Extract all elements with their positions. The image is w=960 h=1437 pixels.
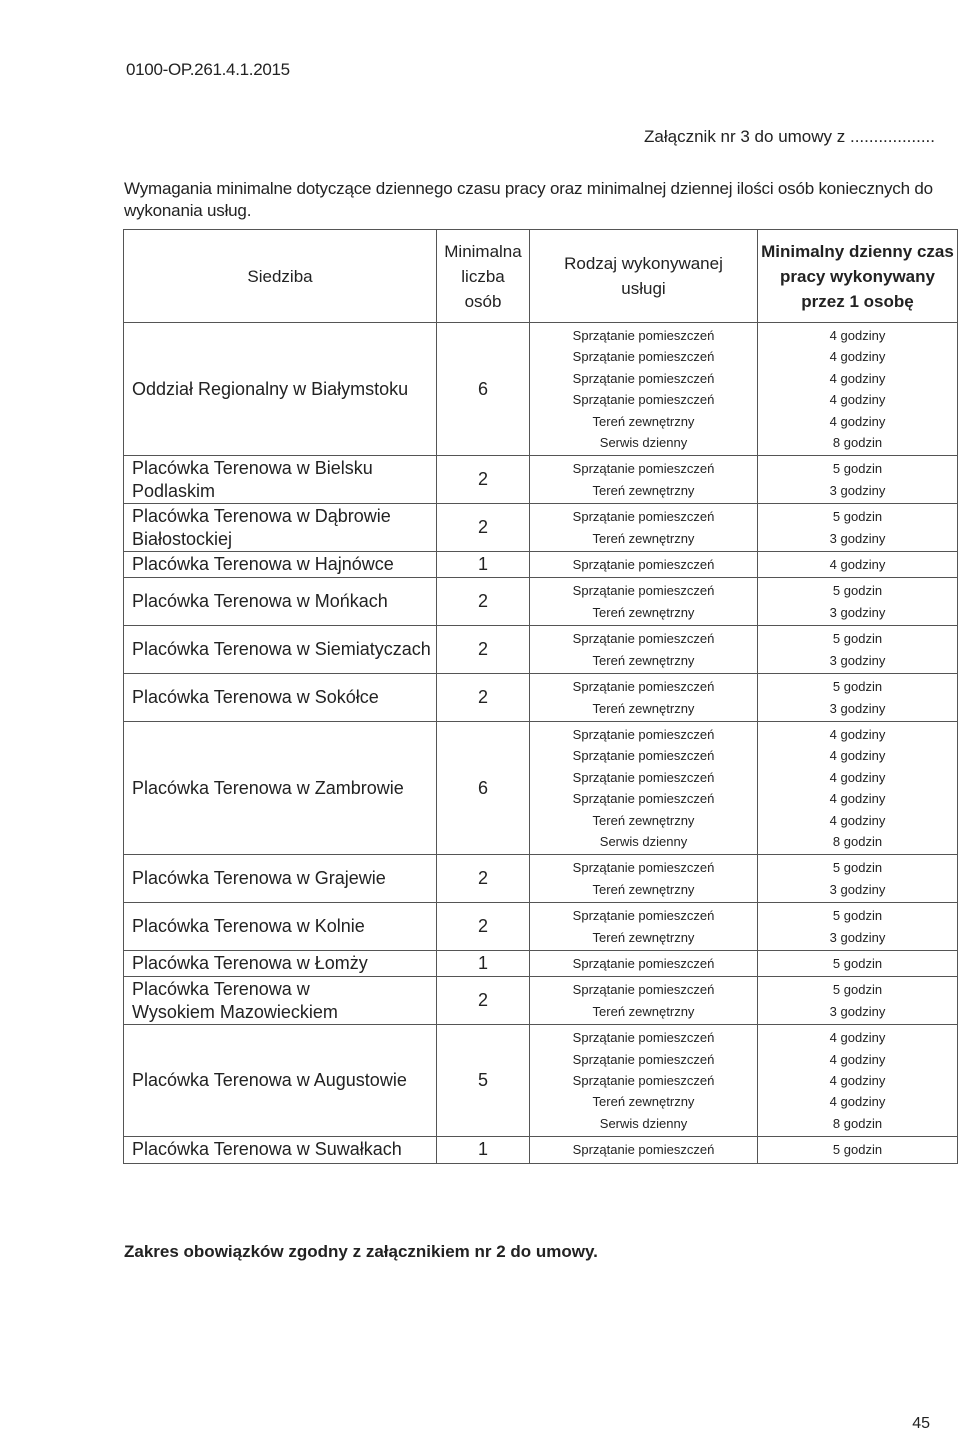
table-row bbox=[124, 903, 958, 951]
service-cell bbox=[530, 504, 758, 552]
service-item: Sprzątanie pomieszczeń bbox=[572, 349, 715, 365]
time-item: 4 godziny bbox=[829, 413, 886, 429]
time-item: 4 godziny bbox=[829, 349, 886, 365]
header-min-time: Minimalny dzienny czas pracy wykonywany przez 1 osobę bbox=[758, 230, 958, 323]
table-row bbox=[124, 504, 958, 552]
service-item: Sprzątanie pomieszczeń bbox=[572, 1073, 715, 1088]
time-item: 4 godziny bbox=[829, 328, 886, 343]
service-item: Sprzątanie pomieszczeń bbox=[572, 392, 715, 408]
time-cell bbox=[758, 504, 958, 552]
service-item: Serwis dzienny bbox=[599, 833, 688, 849]
service-item: Sprzątanie pomieszczeń bbox=[572, 860, 715, 876]
table-row bbox=[124, 977, 958, 1025]
time-item: 3 godziny bbox=[829, 482, 886, 498]
time-item: 4 godziny bbox=[829, 726, 886, 742]
time-cell bbox=[758, 626, 958, 674]
table-row bbox=[124, 1137, 958, 1163]
site-cell bbox=[124, 674, 437, 722]
min-count-cell: 2 bbox=[437, 578, 530, 626]
time-item: 5 godzin bbox=[832, 955, 883, 971]
site-name-line: Placówka Terenowa w bbox=[132, 978, 310, 999]
service-item: Tereń zewnętrzny bbox=[592, 1094, 695, 1110]
table-row bbox=[124, 855, 958, 903]
service-cell bbox=[530, 1137, 758, 1163]
site-cell bbox=[124, 721, 437, 854]
site-name-line: Placówka Terenowa w Sokółce bbox=[132, 687, 379, 707]
table-row bbox=[124, 721, 958, 854]
time-cell bbox=[758, 950, 958, 976]
time-item: 4 godziny bbox=[829, 769, 886, 785]
time-cell bbox=[758, 323, 958, 456]
site-name-line: Placówka Terenowa w Siemiatyczach bbox=[132, 639, 431, 660]
service-item: Sprzątanie pomieszczeń bbox=[572, 679, 715, 695]
time-cell bbox=[758, 552, 958, 578]
service-cell bbox=[530, 552, 758, 578]
service-cell bbox=[530, 626, 758, 674]
service-item: Serwis dzienny bbox=[599, 1115, 688, 1131]
time-cell bbox=[758, 1025, 958, 1137]
min-count-cell: 5 bbox=[437, 1025, 530, 1137]
time-item: 3 godziny bbox=[829, 881, 886, 897]
site-name-line: Podlaskim bbox=[132, 480, 216, 501]
service-item: Sprzątanie pomieszczeń bbox=[572, 509, 715, 525]
time-item: 3 godziny bbox=[829, 530, 886, 546]
service-item: Tereń zewnętrzny bbox=[592, 482, 695, 498]
time-cell bbox=[758, 456, 958, 504]
time-cell bbox=[758, 903, 958, 951]
service-item: Sprzątanie pomieszczeń bbox=[572, 461, 715, 477]
service-item: Sprzątanie pomieszczeń bbox=[572, 1142, 715, 1158]
table-row bbox=[124, 626, 958, 674]
min-count-cell: 2 bbox=[437, 977, 530, 1025]
site-name-line: Placówka Terenowa w Zambrowie bbox=[132, 777, 404, 798]
min-count-cell: 1 bbox=[437, 552, 530, 578]
service-cell bbox=[530, 903, 758, 951]
service-cell bbox=[530, 456, 758, 504]
site-cell bbox=[124, 323, 437, 456]
service-cell bbox=[530, 721, 758, 854]
service-item: Sprzątanie pomieszczeń bbox=[572, 955, 715, 971]
time-item: 8 godzin bbox=[832, 1115, 883, 1131]
annex-label: Załącznik nr 3 do umowy z .................. bbox=[644, 127, 935, 146]
site-cell bbox=[124, 456, 437, 504]
intro-paragraph: Wymagania minimalne dotyczące dziennego czasu pracy oraz minimalnej dziennej ilości osób koniecznych do wykonania usług. bbox=[124, 179, 933, 220]
time-item: 4 godziny bbox=[829, 557, 886, 573]
site-name-line: Placówka Terenowa w Dąbrowie bbox=[132, 505, 391, 526]
time-item: 3 godziny bbox=[829, 929, 886, 945]
table-row bbox=[124, 323, 958, 456]
service-item: Sprzątanie pomieszczeń bbox=[572, 908, 715, 924]
time-item: 4 godziny bbox=[829, 1073, 886, 1088]
site-cell bbox=[124, 855, 437, 903]
site-name-line: Placówka Terenowa w Kolnie bbox=[132, 916, 365, 937]
service-item: Tereń zewnętrzny bbox=[592, 413, 695, 429]
service-item: Tereń zewnętrzny bbox=[592, 929, 695, 945]
time-cell bbox=[758, 855, 958, 903]
service-cell bbox=[530, 1025, 758, 1137]
time-cell bbox=[758, 977, 958, 1025]
header-site: Siedziba bbox=[124, 230, 437, 323]
min-count-cell: 2 bbox=[437, 456, 530, 504]
time-cell bbox=[758, 1137, 958, 1163]
service-item: Sprzątanie pomieszczeń bbox=[572, 370, 715, 386]
service-item: Tereń zewnętrzny bbox=[592, 881, 695, 897]
time-cell bbox=[758, 578, 958, 626]
table-row bbox=[124, 674, 958, 722]
table-header-row bbox=[124, 230, 958, 323]
time-item: 4 godziny bbox=[829, 1051, 886, 1067]
min-count-cell: 2 bbox=[437, 674, 530, 722]
min-count-cell: 2 bbox=[437, 626, 530, 674]
min-count-cell: 1 bbox=[437, 950, 530, 976]
time-item: 5 godzin bbox=[832, 860, 883, 876]
service-item: Tereń zewnętrzny bbox=[592, 812, 695, 828]
time-item: 4 godziny bbox=[829, 1030, 886, 1046]
header-service-type: Rodzaj wykonywanej usługi bbox=[530, 230, 758, 323]
service-item: Tereń zewnętrzny bbox=[592, 530, 695, 546]
service-item: Serwis dzienny bbox=[599, 435, 688, 451]
site-cell bbox=[124, 903, 437, 951]
time-item: 5 godzin bbox=[832, 461, 883, 477]
site-name-line: Placówka Terenowa w Augustowie bbox=[132, 1070, 407, 1091]
time-item: 5 godzin bbox=[832, 583, 883, 599]
service-item: Sprzątanie pomieszczeń bbox=[572, 726, 715, 742]
service-item: Sprzątanie pomieszczeń bbox=[572, 557, 715, 573]
footer-note: Zakres obowiązków zgodny z załącznikiem nr 2 do umowy. bbox=[124, 1242, 598, 1261]
document-reference: 0100-OP.261.4.1.2015 bbox=[126, 60, 290, 79]
service-item: Sprzątanie pomieszczeń bbox=[572, 1051, 715, 1067]
min-count-cell: 6 bbox=[437, 323, 530, 456]
min-count-cell: 2 bbox=[437, 855, 530, 903]
time-item: 4 godziny bbox=[829, 370, 886, 386]
header-min-count: Minimalna liczba osób bbox=[437, 230, 530, 323]
time-item: 4 godziny bbox=[829, 1094, 886, 1110]
time-item: 4 godziny bbox=[829, 791, 886, 807]
site-name-line: Oddział Regionalny w Białymstoku bbox=[132, 378, 409, 399]
service-item: Tereń zewnętrzny bbox=[592, 604, 695, 620]
time-item: 5 godzin bbox=[832, 631, 883, 647]
service-cell bbox=[530, 855, 758, 903]
time-item: 3 godziny bbox=[829, 652, 886, 668]
service-cell bbox=[530, 674, 758, 722]
site-name-line: Placówka Terenowa w Suwałkach bbox=[132, 1139, 402, 1160]
site-name-line: Placówka Terenowa w Bielsku bbox=[132, 457, 373, 478]
time-item: 5 godzin bbox=[832, 509, 883, 525]
time-cell bbox=[758, 674, 958, 722]
table-row bbox=[124, 578, 958, 626]
time-item: 5 godzin bbox=[832, 1142, 883, 1158]
min-count-cell: 2 bbox=[437, 504, 530, 552]
min-count-cell: 2 bbox=[437, 903, 530, 951]
table-row bbox=[124, 1025, 958, 1137]
service-item: Sprzątanie pomieszczeń bbox=[572, 583, 715, 599]
table-row bbox=[124, 950, 958, 976]
time-item: 5 godzin bbox=[832, 679, 883, 695]
service-item: Tereń zewnętrzny bbox=[592, 700, 695, 716]
site-cell bbox=[124, 552, 437, 578]
service-item: Tereń zewnętrzny bbox=[592, 1003, 695, 1019]
time-item: 4 godziny bbox=[829, 812, 886, 828]
time-item: 5 godzin bbox=[832, 982, 883, 998]
requirements-table bbox=[123, 229, 958, 1164]
service-item: Sprzątanie pomieszczeń bbox=[572, 982, 715, 998]
site-name-line: Placówka Terenowa w Hajnówce bbox=[132, 554, 394, 575]
time-item: 4 godziny bbox=[829, 392, 886, 408]
table-row bbox=[124, 456, 958, 504]
service-cell bbox=[530, 323, 758, 456]
site-cell bbox=[124, 977, 437, 1025]
service-item: Sprzątanie pomieszczeń bbox=[572, 328, 715, 343]
site-cell bbox=[124, 950, 437, 976]
time-item: 8 godzin bbox=[832, 435, 883, 451]
table-row bbox=[124, 552, 958, 578]
site-name-line: Białostockiej bbox=[132, 528, 233, 549]
service-cell bbox=[530, 578, 758, 626]
time-item: 8 godzin bbox=[832, 833, 883, 849]
site-cell bbox=[124, 578, 437, 626]
service-cell bbox=[530, 977, 758, 1025]
page-number: 45 bbox=[912, 1415, 930, 1432]
min-count-cell: 6 bbox=[437, 721, 530, 854]
service-item: Sprzątanie pomieszczeń bbox=[572, 1030, 715, 1046]
site-cell bbox=[124, 1025, 437, 1137]
service-item: Sprzątanie pomieszczeń bbox=[572, 769, 715, 785]
site-cell bbox=[124, 1137, 437, 1163]
table-body bbox=[124, 323, 958, 1164]
service-cell bbox=[530, 950, 758, 976]
site-cell bbox=[124, 626, 437, 674]
time-item: 3 godziny bbox=[829, 604, 886, 620]
time-item: 5 godzin bbox=[832, 908, 883, 924]
site-name-line: Placówka Terenowa w Łomży bbox=[132, 953, 368, 974]
service-item: Sprzątanie pomieszczeń bbox=[572, 631, 715, 647]
time-item: 3 godziny bbox=[829, 700, 886, 716]
service-item: Sprzątanie pomieszczeń bbox=[572, 748, 715, 764]
time-item: 3 godziny bbox=[829, 1003, 886, 1019]
service-item: Tereń zewnętrzny bbox=[592, 652, 695, 668]
site-cell bbox=[124, 504, 437, 552]
time-item: 4 godziny bbox=[829, 748, 886, 764]
site-name-line: Wysokiem Mazowieckiem bbox=[132, 1001, 338, 1022]
site-name-line: Placówka Terenowa w Mońkach bbox=[132, 591, 388, 612]
site-name-line: Placówka Terenowa w Grajewie bbox=[132, 868, 386, 889]
service-item: Sprzątanie pomieszczeń bbox=[572, 791, 715, 807]
time-cell bbox=[758, 721, 958, 854]
min-count-cell: 1 bbox=[437, 1137, 530, 1163]
